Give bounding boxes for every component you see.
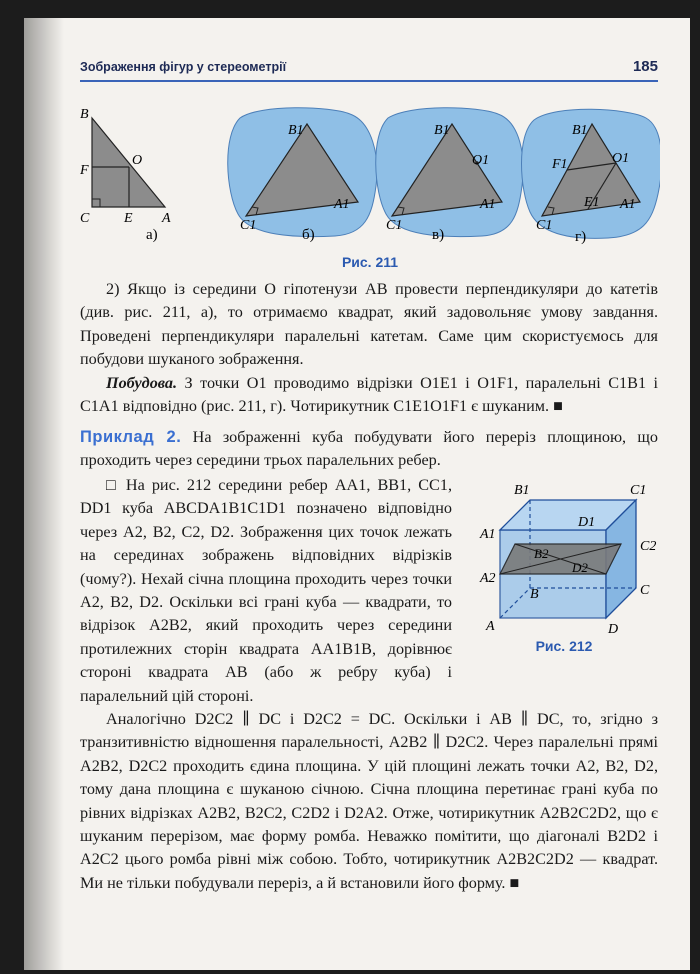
label-d-F1: F1: [552, 157, 568, 172]
sublabel-d: г): [575, 229, 587, 245]
figure-211-d: [522, 109, 661, 245]
textbook-page: [24, 18, 690, 970]
label-212-C: C: [640, 583, 650, 598]
label-212-B1: B1: [514, 483, 530, 498]
label-d-O1: O1: [612, 151, 630, 166]
running-title: Зображення фігур у стереометрії: [80, 60, 287, 74]
label-212-A1: A1: [480, 527, 496, 542]
example-2-statement: [80, 426, 658, 473]
header-rule: [80, 80, 658, 82]
label-c-A1: A1: [480, 197, 496, 212]
construction-text: З точки O1 проводимо відрізки O1E1 і O1F1, паралельні C1B1 і C1A1 відповідно (рис. 211, г). Чотирикутник C1E1O1F1 є шуканим. ■: [80, 373, 658, 416]
label-c-O1: O1: [472, 153, 490, 168]
paragraph-2: [80, 372, 658, 419]
paragraph-4: Аналогічно D2C2 ∥ DC і D2C2 = DC. Оскільки і AB ∥ DC, то, згідно з транзитивністю відношення паралельності, A2B2 ∥ D2C2. Через паралельні прямі A2B2, D2C2 проходить єдина площина. У цій площині лежать точки A2, B2, D2, тому дана площина є шуканою січною. Січна площина перетинає грані куба по рівних відрізках A2B2, B2C2, C2D2 і D2A2. Отже, чотирикутник A2B2C2D2, що є шуканим перерізом, має форму ромба. Неважко помітити, що діагоналі B2D2 і A2C2 цього ромба рівні між собою. Тобто, чотирикутник A2B2C2D2 — квадрат. Ми не тільки побудували переріз, а й встановили його форму. ■: [80, 710, 658, 892]
sublabel-c: в): [432, 227, 445, 243]
label-212-D1: D1: [578, 515, 596, 530]
label-212-C1: C1: [630, 483, 647, 498]
sublabel-a: а): [146, 227, 158, 243]
example-2-label: Приклад 2.: [80, 428, 182, 446]
page-header: [80, 58, 658, 78]
paragraph-3: □ На рис. 212 середини ребер AA1, BB1, CC1, DD1 куба ABCDA1B1C1D1 позначено відповідно через A2, B2, C2, D2. Зображення цих точок лежать на серединах зображень відповідних відрізків (чому?). Нехай січна площина проходить через точки A2, B2, D2. Оскільки всі грані куба — квадрати, то відрізок A2B2, який проходить через середини протилежних сторін квадрата AA1B1B, дорівнює стороні квадрата AB (або ж ребру куба) і паралельний цій стороні.: [80, 476, 452, 705]
example-2-text: На зображенні куба побудувати його переріз площиною, що проходить через середини трьох паралельних ребер.: [80, 428, 658, 470]
text-section-1: [80, 278, 658, 418]
label-a-C: C: [80, 211, 90, 226]
sublabel-b: б): [302, 227, 315, 243]
figure-212: [454, 468, 664, 648]
figure-211-caption: Рис. 211: [341, 254, 399, 270]
label-212-A2: A2: [480, 571, 496, 586]
text-section-4: [80, 708, 658, 895]
figure-211-a: [80, 107, 171, 243]
binding-shadow: [24, 18, 64, 970]
label-d-A1: A1: [620, 197, 636, 212]
example-2: [80, 426, 658, 473]
label-b-A1: A1: [334, 197, 350, 212]
paragraph-1: 2) Якщо із середини O гіпотенузи AB провести перпендикуляри до катетів (див. рис. 211, а), то отримаємо квадрат, який задовольняє умову завдання. Проведені перпендикуляри паралельні катетам. Саме цим скористуємось для побудови шуканого зображення.: [80, 280, 658, 369]
construction-lead: Побудова.: [106, 373, 178, 392]
figure-211: [80, 96, 660, 276]
label-212-C2: C2: [640, 539, 657, 554]
label-212-D: D: [608, 622, 619, 637]
label-a-A: A: [162, 211, 171, 226]
label-c-B1: B1: [434, 123, 450, 138]
label-a-F: F: [80, 163, 89, 178]
text-section-3: [80, 474, 452, 708]
label-c-C1: C1: [386, 218, 403, 233]
label-212-B: B: [530, 587, 539, 602]
label-b-C1: C1: [240, 218, 257, 233]
label-212-D2: D2: [572, 560, 588, 575]
figure-211-c: [376, 108, 523, 243]
figure-211-b: [228, 108, 377, 243]
label-a-O: O: [132, 153, 143, 168]
label-b-B1: B1: [288, 123, 304, 138]
page-number: 185: [632, 58, 658, 75]
label-212-A: A: [486, 619, 495, 634]
label-a-E: E: [124, 211, 133, 226]
label-d-E1: E1: [584, 195, 600, 210]
label-d-B1: B1: [572, 123, 588, 138]
label-d-C1: C1: [536, 218, 553, 233]
label-212-B2: B2: [534, 546, 549, 561]
figure-212-caption: Рис. 212: [535, 638, 593, 654]
label-a-B: B: [80, 107, 89, 122]
